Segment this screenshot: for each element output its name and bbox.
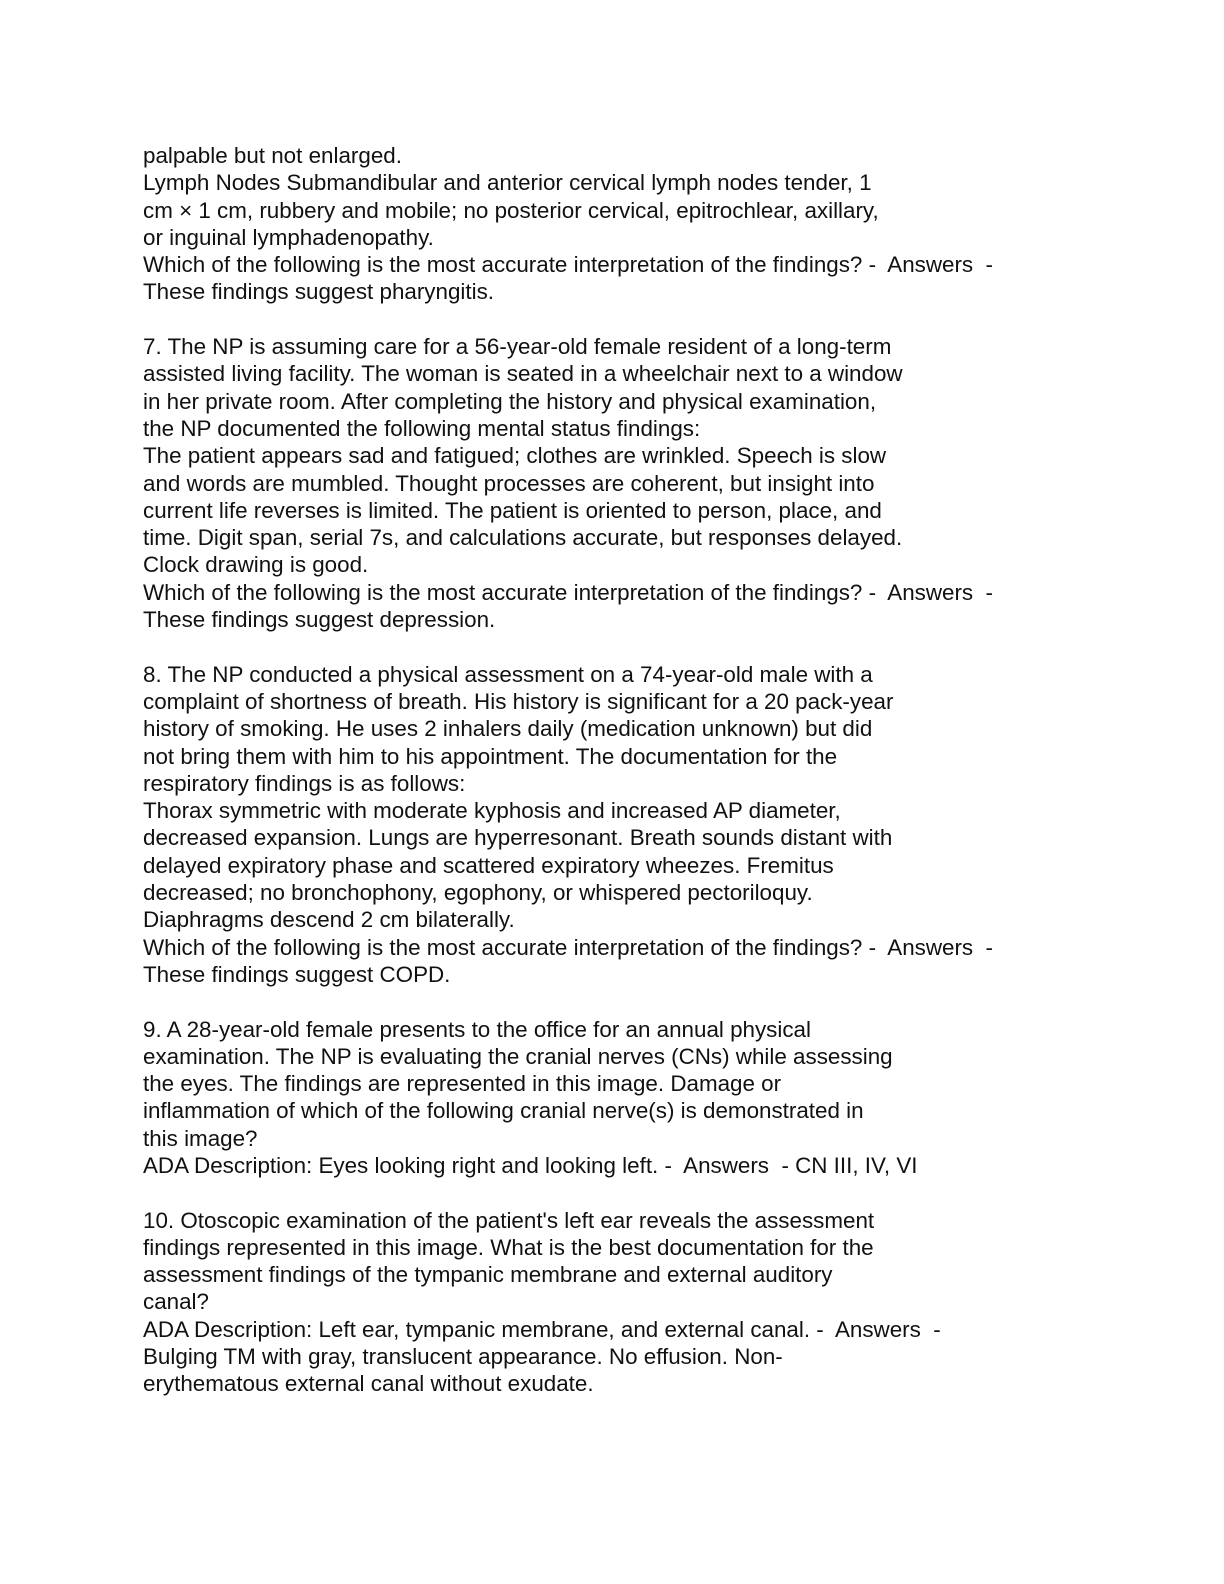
findings-line: Diaphragms descend 2 cm bilaterally. bbox=[143, 907, 515, 933]
paragraph-gap bbox=[143, 1179, 1143, 1206]
document-page bbox=[143, 142, 1143, 1398]
findings-line: Clock drawing is good. bbox=[143, 552, 369, 578]
answer-line: These findings suggest depression. bbox=[143, 607, 496, 633]
question-8 bbox=[143, 661, 1143, 989]
paragraph-gap bbox=[143, 633, 1143, 660]
question-text-line: respiratory findings is as follows: bbox=[143, 770, 466, 796]
text-line: cm × 1 cm, rubbery and mobile; no posterior cervical, epitrochlear, axillary, bbox=[143, 197, 879, 223]
answer-line: erythematous external canal without exudate. bbox=[143, 1371, 594, 1397]
question-text-line: 7. The NP is assuming care for a 56-year-old female resident of a long-term bbox=[143, 334, 892, 360]
answer-line: These findings suggest pharyngitis. bbox=[143, 279, 494, 305]
answer-line: ADA Description: Left ear, tympanic membrane, and external canal. - Answers - bbox=[143, 1316, 941, 1342]
question-text-line: assessment findings of the tympanic membrane and external auditory bbox=[143, 1262, 833, 1288]
text-line: palpable but not enlarged. bbox=[143, 143, 402, 168]
paragraph-gap bbox=[143, 988, 1143, 1015]
question-prompt-line: Which of the following is the most accurate interpretation of the findings? - Answers - bbox=[143, 252, 994, 278]
text-line: or inguinal lymphadenopathy. bbox=[143, 224, 434, 250]
question-text-line: not bring them with him to his appointment. The documentation for the bbox=[143, 743, 838, 769]
findings-line: time. Digit span, serial 7s, and calculations accurate, but responses delayed. bbox=[143, 525, 903, 551]
text-line: Lymph Nodes Submandibular and anterior cervical lymph nodes tender, 1 bbox=[143, 170, 872, 196]
question-text-line: in her private room. After completing the history and physical examination, bbox=[143, 388, 877, 414]
question-text-line: 10. Otoscopic examination of the patient's left ear reveals the assessment bbox=[143, 1207, 875, 1233]
question-text-line: this image? bbox=[143, 1125, 258, 1151]
question-text-line: history of smoking. He uses 2 inhalers daily (medication unknown) but did bbox=[143, 716, 873, 742]
question-text-line: 9. A 28-year-old female presents to the office for an annual physical bbox=[143, 1016, 811, 1042]
findings-line: decreased expansion. Lungs are hyperresonant. Breath sounds distant with bbox=[143, 825, 893, 851]
question-prompt-line: Which of the following is the most accurate interpretation of the findings? - Answers - bbox=[143, 934, 994, 960]
question-text-line: canal? bbox=[143, 1289, 209, 1315]
question-7 bbox=[143, 333, 1143, 633]
answer-line: ADA Description: Eyes looking right and looking left. - Answers - CN III, IV, VI bbox=[143, 1152, 918, 1178]
question-10 bbox=[143, 1207, 1143, 1398]
question-text-line: findings represented in this image. What is the best documentation for the bbox=[143, 1234, 874, 1260]
question-text-line: the NP documented the following mental status findings: bbox=[143, 415, 701, 441]
question-text-line: complaint of shortness of breath. His history is significant for a 20 pack-year bbox=[143, 688, 894, 714]
findings-line: Thorax symmetric with moderate kyphosis and increased AP diameter, bbox=[143, 798, 841, 824]
question-6-continuation bbox=[143, 142, 1143, 306]
answer-line: These findings suggest COPD. bbox=[143, 961, 451, 987]
question-prompt-line: Which of the following is the most accurate interpretation of the findings? - Answers - bbox=[143, 579, 994, 605]
findings-line: and words are mumbled. Thought processes are coherent, but insight into bbox=[143, 470, 875, 496]
question-text-line: examination. The NP is evaluating the cranial nerves (CNs) while assessing bbox=[143, 1043, 893, 1069]
findings-line: current life reverses is limited. The patient is oriented to person, place, and bbox=[143, 497, 882, 523]
paragraph-gap bbox=[143, 306, 1143, 333]
question-text-line: the eyes. The findings are represented in this image. Damage or bbox=[143, 1071, 782, 1097]
findings-line: delayed expiratory phase and scattered expiratory wheezes. Fremitus bbox=[143, 852, 834, 878]
findings-line: decreased; no bronchophony, egophony, or whispered pectoriloquy. bbox=[143, 880, 813, 906]
findings-line: The patient appears sad and fatigued; clothes are wrinkled. Speech is slow bbox=[143, 443, 887, 469]
question-text-line: assisted living facility. The woman is seated in a wheelchair next to a window bbox=[143, 361, 903, 387]
question-text-line: 8. The NP conducted a physical assessment on a 74-year-old male with a bbox=[143, 661, 873, 687]
question-9 bbox=[143, 1016, 1143, 1180]
answer-line: Bulging TM with gray, translucent appearance. No effusion. Non- bbox=[143, 1344, 783, 1370]
question-text-line: inflammation of which of the following cranial nerve(s) is demonstrated in bbox=[143, 1098, 864, 1124]
